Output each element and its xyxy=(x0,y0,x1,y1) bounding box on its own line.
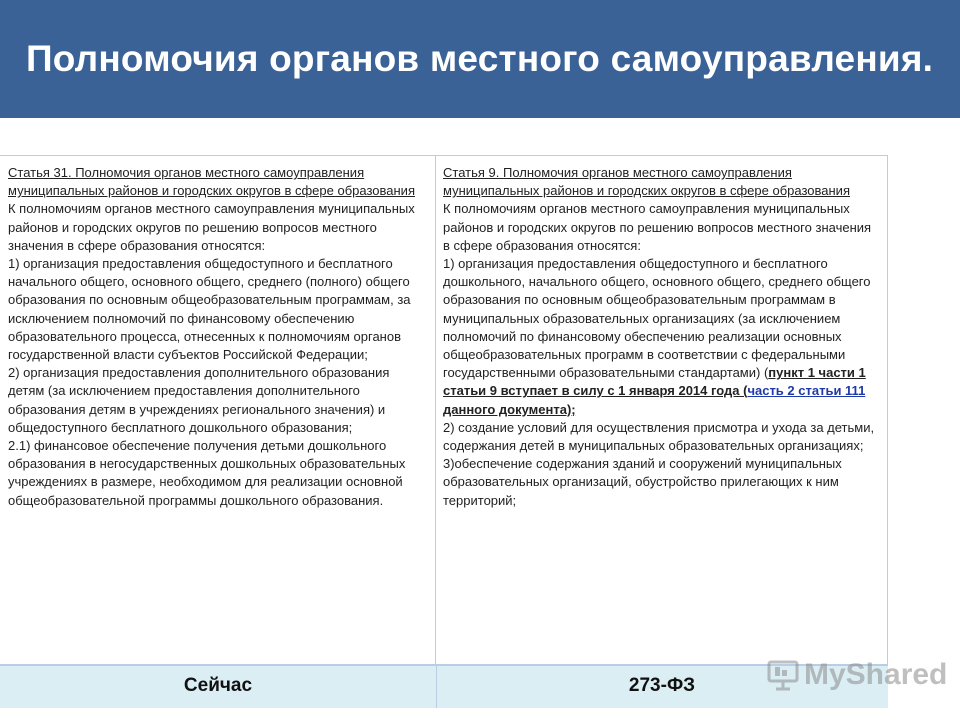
right-item-1 xyxy=(443,255,881,419)
watermark-text: MyShared xyxy=(804,658,948,691)
right-item-1-link[interactable]: часть 2 статьи 111 xyxy=(747,383,866,399)
right-column-cell xyxy=(436,156,888,664)
footer-row xyxy=(0,664,888,708)
footer-label-law: 273-ФЗ xyxy=(628,675,696,696)
title-banner xyxy=(0,0,960,118)
right-article-title: Статья 9. Полномочия органов местного самоуправления муниципальных районов и городских округов в сфере образования xyxy=(443,165,850,199)
page-title: Полномочия органов местного самоуправления. xyxy=(26,38,934,79)
left-column-cell xyxy=(0,156,436,664)
left-item-2: 2) организация предоставления дополнительного образования детям (за исключением предоставления дополнительного образования детям в учреждениях регионального значения) и общедоступного бесплатного дошкольного образования; xyxy=(8,365,390,435)
right-item-3: 3)обеспечение содержания зданий и сооружений муниципальных образовательных организаций, обустройство прилегающих к ним территорий; xyxy=(443,456,842,508)
right-item-1-note-end: данного документа); xyxy=(443,401,576,417)
presentation-board-icon xyxy=(766,658,800,692)
right-intro: К полномочиям органов местного самоуправления муниципальных районов и городских округов по решению вопросов местного значения в сфере образования относятся: xyxy=(443,201,872,253)
right-item-1-text: 1) организация предоставления общедоступного и бесплатного дошкольного, начального общего, основного общего, среднего общего образования по основным общеобразовательным программам в муниципальных образовательных организациях (за исключением полномочий по финансовому обеспечению реализации основных общеобразовательных программ в соответствии с федеральными государственными образовательными стандартами) ( xyxy=(443,256,871,381)
watermark xyxy=(766,655,947,695)
left-article-title: Статья 31. Полномочия органов местного самоуправления муниципальных районов и городских округов в сфере образования xyxy=(8,165,415,199)
footer-label-now: Сейчас xyxy=(0,666,437,708)
right-item-1-note-start: пункт 1 части 1 статьи 9 вступает в силу с 1 января 2014 года ( xyxy=(443,365,866,399)
left-item-2-1: 2.1) финансовое обеспечение получения детьми дошкольного образования в негосударственных дошкольных образовательных учреждениях в размере, необходимом для реализации основной общеобразовательной программы дошкольного образования. xyxy=(8,438,406,508)
left-item-1: 1) организация предоставления общедоступного и бесплатного начального общего, основного общего, среднего (полного) общего образования по основным общеобразовательным программам, за исключением полномочий по финансовому обеспечению образовательного процесса, отнесенных к полномочиям органов государственной власти субъектов Российской Федерации; xyxy=(8,256,411,363)
right-item-2: 2) создание условий для осуществления присмотра и ухода за детьми, содержания детей в муниципальных образовательных организациях; xyxy=(443,419,875,454)
comparison-table xyxy=(0,155,888,708)
left-intro: К полномочиям органов местного самоуправления муниципальных районов и городских округов по решению вопросов местного значения в сфере образования относятся: xyxy=(8,201,415,253)
